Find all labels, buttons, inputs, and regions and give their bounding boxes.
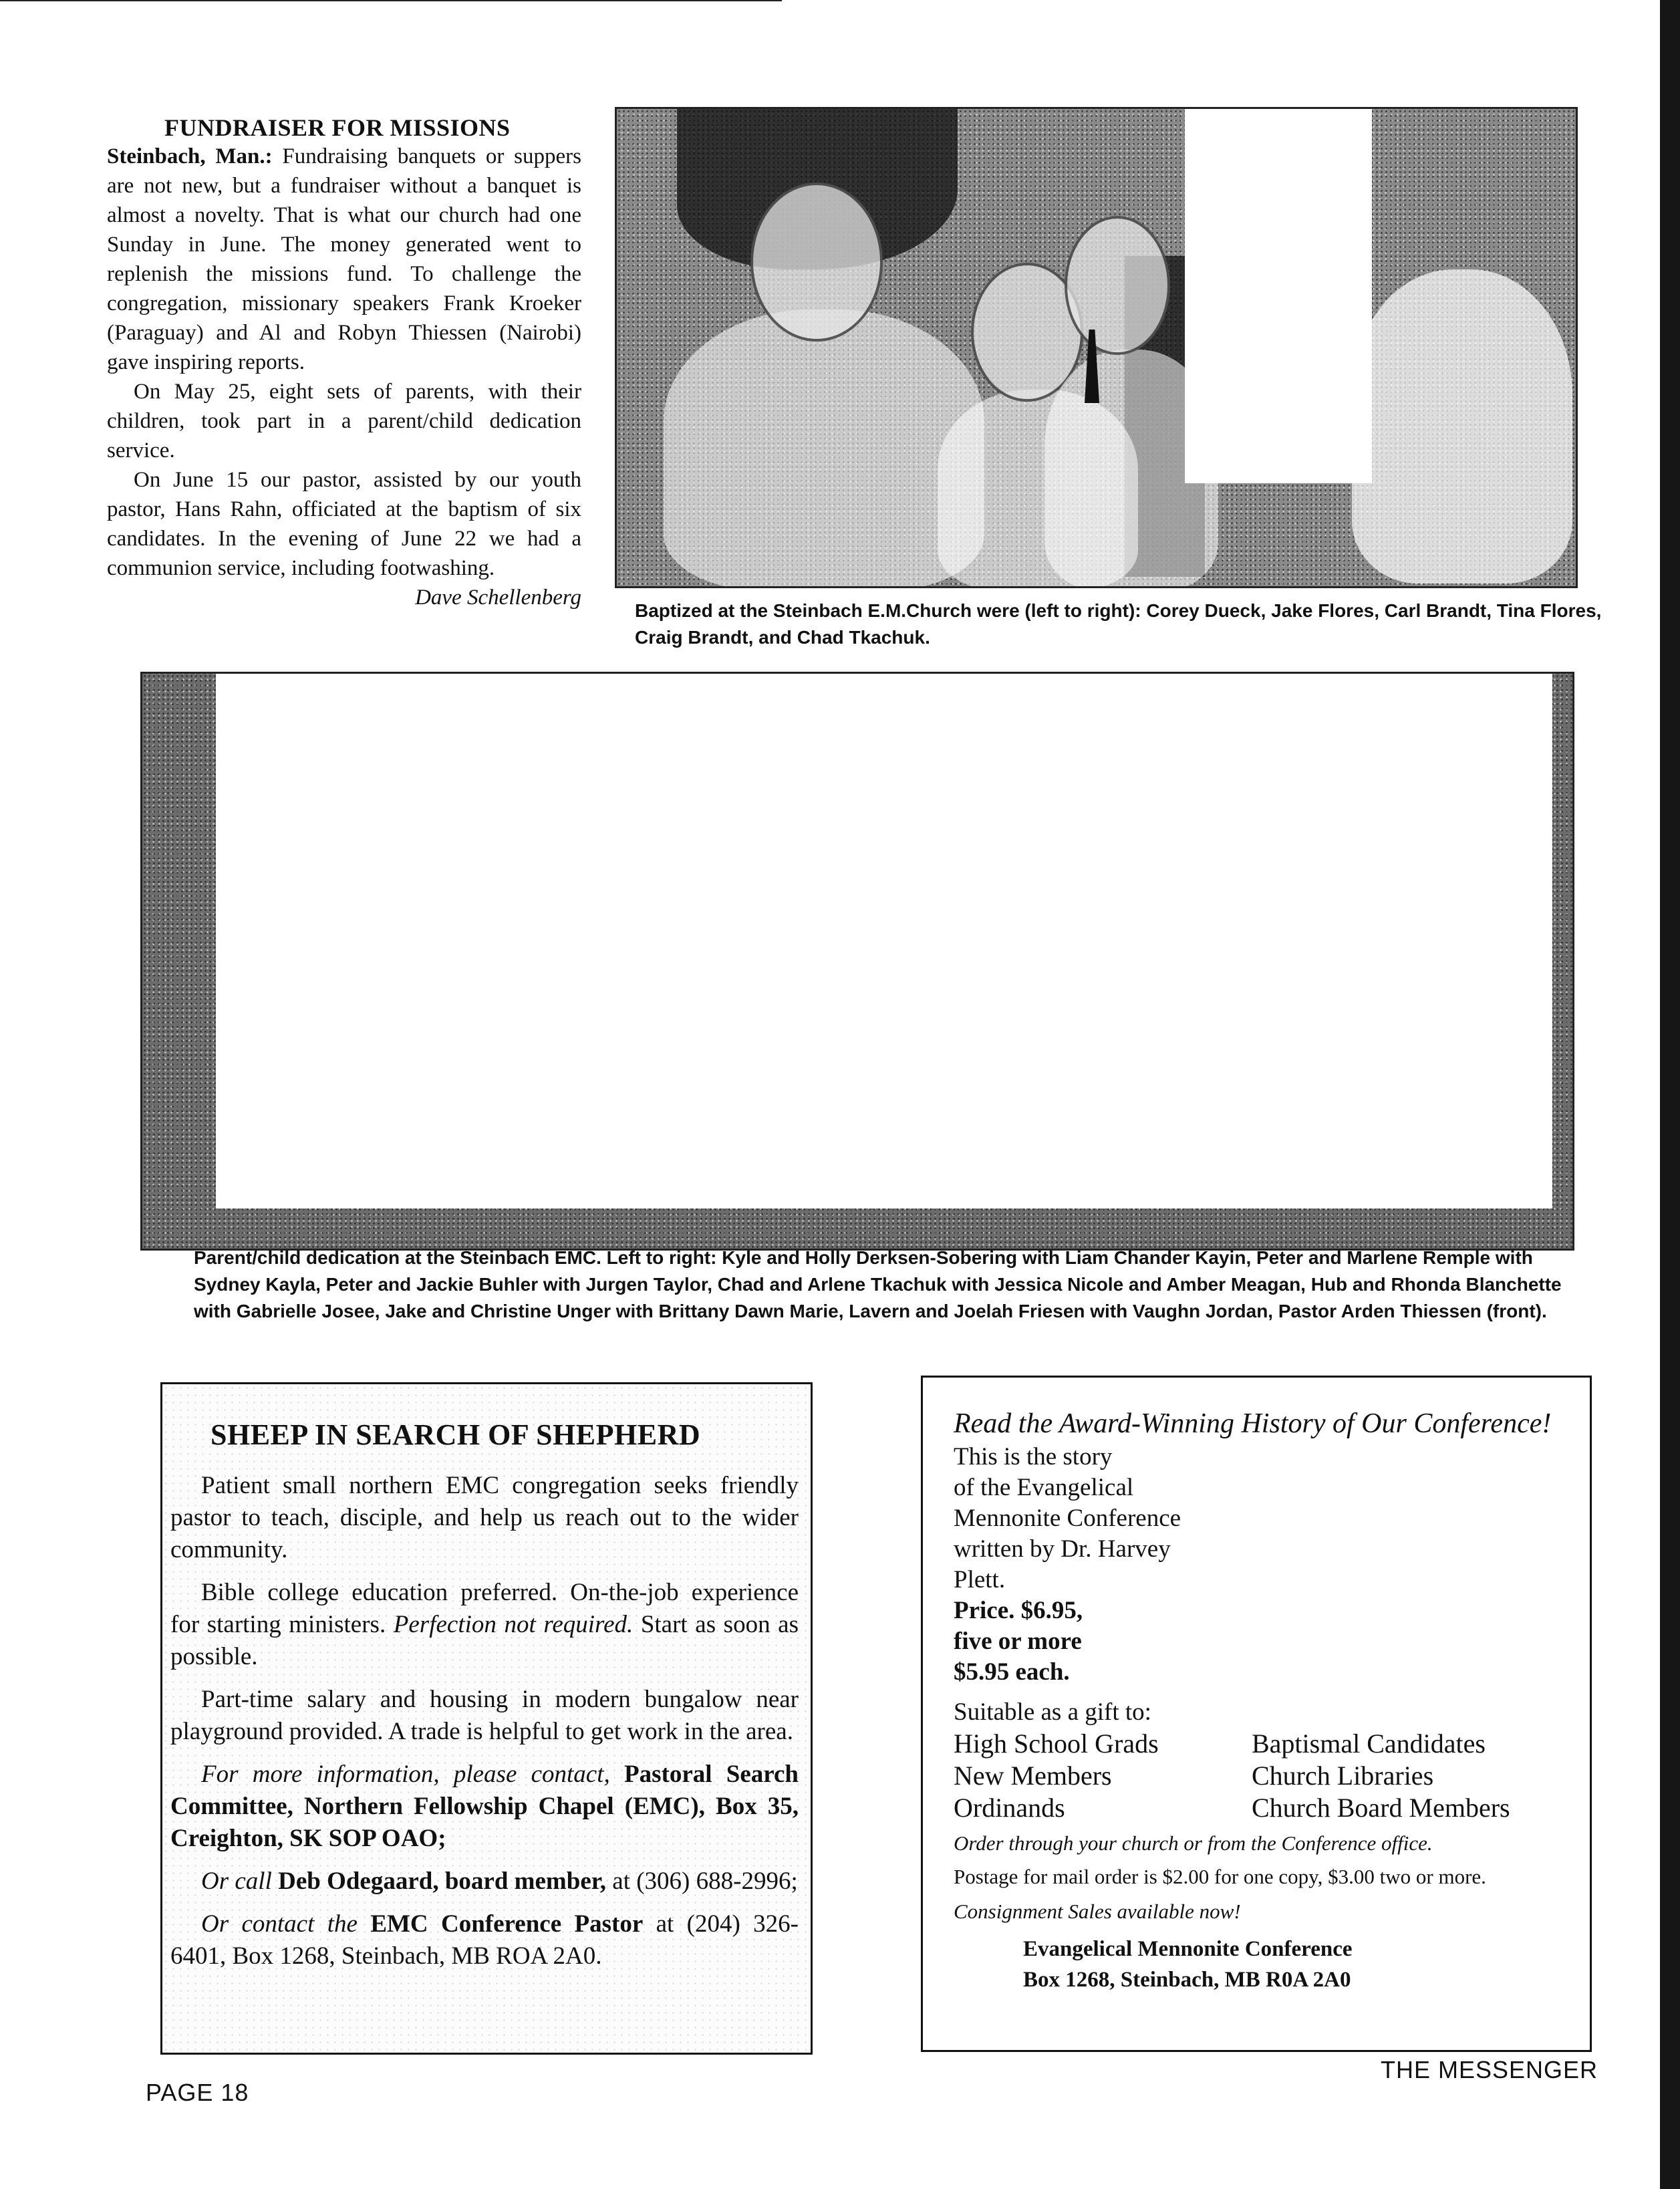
article-paragraph-2: On May 25, eight sets of parents, with their children, took part in a parent/child dedication service.	[107, 380, 581, 463]
person-head	[750, 182, 883, 342]
history-ad-description	[954, 1442, 1568, 1595]
shepherd-ad-phone: at (306) 688-2996;	[612, 1868, 798, 1895]
shepherd-ad	[160, 1382, 813, 2055]
redacted-area	[1185, 109, 1372, 483]
person-figure	[1352, 269, 1572, 584]
history-ad-description-line: written by Dr. Harvey	[954, 1535, 1171, 1563]
article-byline: Dave Schellenberg	[415, 586, 581, 610]
shepherd-ad-paragraph-3: Part-time salary and housing in modern bungalow near playground provided. A trade is helpful to get work in the area.	[170, 1686, 799, 1745]
history-ad-headline: Read the Award-Winning History of Our Conference!	[954, 1408, 1552, 1439]
history-ad-order-note: Order through your church or from the Conference office.	[954, 1831, 1433, 1855]
person-figure	[664, 309, 984, 588]
shepherd-ad-paragraph-6	[165, 1908, 804, 1972]
history-ad-description-line: This is the story	[954, 1443, 1113, 1470]
page-top-rule	[0, 0, 782, 1]
history-ad-org	[954, 1934, 1568, 1995]
dedication-photo	[140, 672, 1574, 1251]
shepherd-ad-paragraph-4	[165, 1759, 804, 1855]
shepherd-ad-title: SHEEP IN SEARCH OF SHEPHERD	[211, 1418, 701, 1451]
scan-edge	[1660, 0, 1680, 2189]
history-book-ad	[921, 1376, 1592, 2052]
shepherd-ad-perfection: Perfection not required.	[393, 1611, 634, 1638]
baptism-photo-caption: Baptized at the Steinbach E.M.Church were (left to right): Corey Dueck, Jake Flores, Carl Brandt, Tina Flores, Craig Brandt, and Chad Tkachuk.	[635, 600, 1602, 648]
history-ad-description-line: Mennonite Conference	[954, 1505, 1181, 1532]
shepherd-ad-education: Bible college education preferred. On-the-job experience for starting ministers.	[170, 1579, 799, 1638]
history-ad-org-address: Box 1268, Steinbach, MB R0A 2A0	[1023, 1968, 1351, 1992]
shepherd-ad-paragraph-2	[165, 1577, 804, 1673]
history-ad-gift-title: Suitable as a gift to:	[954, 1698, 1151, 1726]
shepherd-ad-paragraph-1: Patient small northern EMC congregation seeks friendly pastor to teach, disciple, and help us reach out to the wider community.	[170, 1472, 799, 1563]
article-headline: FUNDRAISER FOR MISSIONS	[164, 114, 511, 141]
shepherd-ad-start: Start as soon as possible.	[170, 1611, 799, 1670]
redacted-area	[216, 674, 1552, 1208]
publication-name: THE MESSENGER	[1381, 2056, 1598, 2083]
history-ad-postage: Postage for mail order is $2.00 for one copy, $3.00 two or more.	[954, 1865, 1486, 1888]
shepherd-ad-board-member: Deb Odegaard, board member,	[278, 1868, 607, 1895]
shepherd-ad-contact-pastor-intro: Or contact the	[201, 1910, 358, 1938]
article-dateline: Steinbach, Man.:	[107, 144, 273, 168]
article-paragraph-3: On June 15 our pastor, assisted by our youth pastor, Hans Rahn, officiated at the baptism of six candidates. In the evening of June 22 we had a communion service, including footwashing.	[107, 468, 581, 580]
shepherd-ad-contact-intro: For more information, please contact,	[201, 1761, 610, 1788]
history-ad-description-line: of the Evangelical	[954, 1474, 1134, 1501]
dedication-photo-caption: Parent/child dedication at the Steinbach EMC. Left to right: Kyle and Holly Derksen-Sobering with Liam Chander Kayin, Peter and Marlene Remple with Sydney Kayla, Peter and Jackie Buhler with Jurgen Taylor, Chad and Arlene Tkachuk with Jessica Nicole and Amber Meagan, Hub and Rhonda Blanchette with Gabrielle Josee, Jake and Christine Unger with Brittany Dawn Marie, Lavern and Joelah Friesen with Vaughn Jordan, Pastor Arden Thiessen (front).	[194, 1247, 1562, 1321]
gift-item: Ordinands	[954, 1793, 1065, 1823]
article-paragraph-1-text: Fundraising banquets or suppers are not new, but a fundraiser without a banquet is almost a novelty. That is what our church had one Sunday in June. The money generated went to replenish the missions fund. To challenge the congregation, missionary speakers Frank Kroeker (Paraguay) and Al and Robyn Thiessen (Nairobi) gave inspiring reports.	[107, 144, 581, 374]
history-ad-consignment: Consignment Sales available now!	[954, 1900, 1241, 1923]
page-number: PAGE 18	[146, 2079, 249, 2106]
shepherd-ad-pastor-address: at (204) 326-6401, Box 1268, Steinbach, MB ROA 2A0.	[170, 1910, 799, 1970]
baptism-photo	[615, 107, 1578, 588]
history-ad-price-line: $5.95 each.	[954, 1658, 1070, 1686]
history-ad-price-line: five or more	[954, 1628, 1082, 1655]
history-ad-org-name: Evangelical Mennonite Conference	[1023, 1937, 1353, 1961]
article-fundraiser	[107, 114, 581, 610]
shepherd-ad-paragraph-5	[165, 1865, 804, 1898]
history-ad-gift-list	[954, 1728, 1568, 1824]
shepherd-ad-conference-pastor: EMC Conference Pastor	[370, 1910, 644, 1938]
shepherd-ad-call-intro: Or call	[201, 1868, 272, 1895]
article-paragraph-1	[107, 142, 581, 377]
history-ad-price-line: Price. $6.95,	[954, 1597, 1083, 1624]
history-ad-price	[954, 1595, 1568, 1688]
gift-item: Church Board Members	[1252, 1793, 1510, 1823]
shepherd-ad-committee-address: Pastoral Search Committee, Northern Fellowship Chapel (EMC), Box 35, Creighton, SK SOP OAO;	[170, 1761, 799, 1852]
gift-item: Baptismal Candidates	[1252, 1728, 1486, 1759]
person-head	[1065, 216, 1170, 355]
gift-item: Church Libraries	[1252, 1761, 1434, 1791]
history-ad-description-line: Plett.	[954, 1566, 1006, 1593]
gift-item: New Members	[954, 1761, 1112, 1791]
gift-item: High School Grads	[954, 1728, 1159, 1759]
